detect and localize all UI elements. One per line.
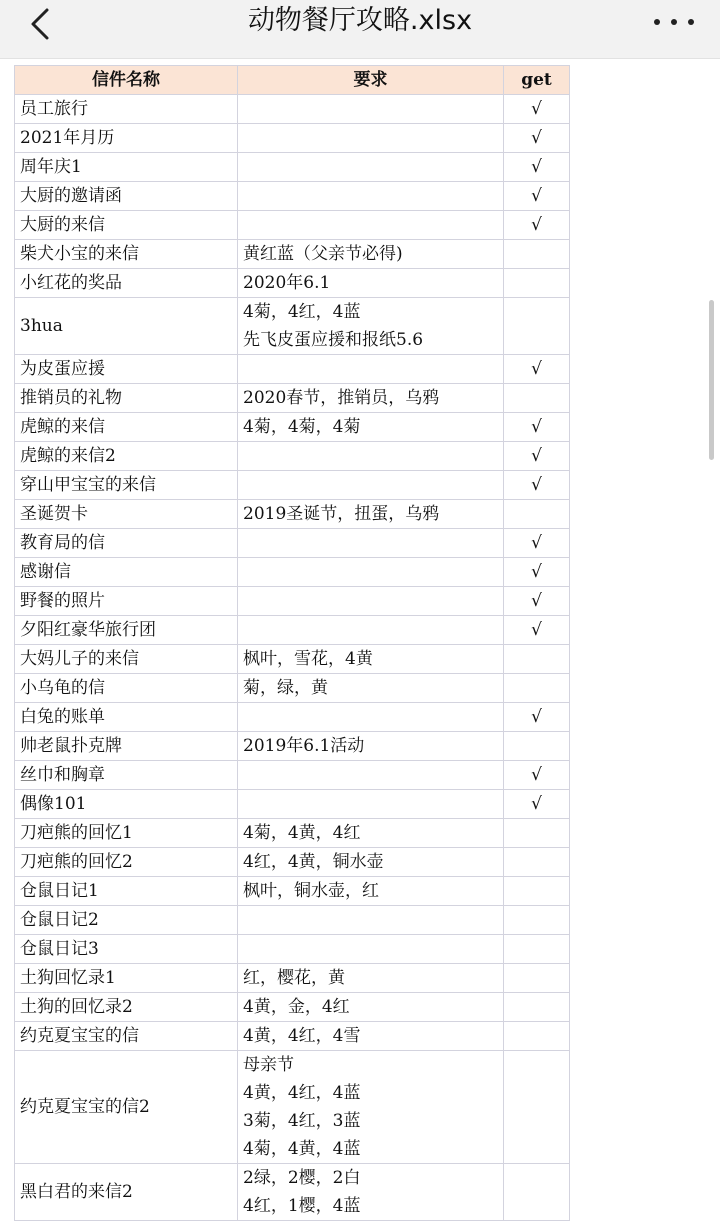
cell-get-check[interactable]: √ bbox=[504, 355, 570, 384]
top-bar bbox=[0, 0, 720, 59]
table-row bbox=[15, 732, 570, 761]
cell-requirement[interactable] bbox=[238, 906, 504, 935]
table-row bbox=[15, 471, 570, 500]
cell-get-check[interactable] bbox=[504, 819, 570, 848]
cell-requirement[interactable] bbox=[238, 848, 504, 877]
cell-get-check[interactable]: √ bbox=[504, 413, 570, 442]
cell-get-check[interactable] bbox=[504, 993, 570, 1022]
cell-letter-name[interactable]: 黑白君的来信2 bbox=[15, 1164, 238, 1221]
cell-letter-name[interactable]: 仓鼠日记2 bbox=[15, 906, 238, 935]
table-row bbox=[15, 1022, 570, 1051]
column-header-get[interactable]: get bbox=[504, 66, 570, 95]
cell-requirement[interactable] bbox=[238, 935, 504, 964]
table-row bbox=[15, 529, 570, 558]
cell-get-check[interactable] bbox=[504, 1164, 570, 1221]
requirement-line: 菊，绿，黄 bbox=[243, 678, 328, 698]
cell-requirement[interactable] bbox=[238, 558, 504, 587]
requirement-line: 4菊，4黄，4红 bbox=[243, 823, 361, 843]
table-row bbox=[15, 442, 570, 471]
cell-get-check[interactable]: √ bbox=[504, 182, 570, 211]
cell-requirement[interactable] bbox=[238, 587, 504, 616]
cell-letter-name[interactable]: 小乌龟的信 bbox=[15, 674, 238, 703]
cell-requirement[interactable] bbox=[238, 703, 504, 732]
cell-get-check[interactable]: √ bbox=[504, 442, 570, 471]
cell-get-check[interactable] bbox=[504, 1022, 570, 1051]
cell-requirement[interactable] bbox=[238, 413, 504, 442]
requirement-line: 4黄，金，4红 bbox=[243, 997, 350, 1017]
cell-requirement[interactable] bbox=[238, 964, 504, 993]
cell-get-check[interactable] bbox=[504, 500, 570, 529]
table-row bbox=[15, 935, 570, 964]
cell-requirement[interactable] bbox=[238, 616, 504, 645]
header-row bbox=[15, 66, 570, 95]
requirement-line: 2020春节，推销员，乌鸦 bbox=[243, 388, 440, 408]
cell-letter-name[interactable]: 2021年月历 bbox=[15, 124, 238, 153]
table-row bbox=[15, 182, 570, 211]
column-header-requirement[interactable]: 要求 bbox=[238, 66, 504, 95]
cell-get-check[interactable] bbox=[504, 645, 570, 674]
cell-get-check[interactable]: √ bbox=[504, 761, 570, 790]
table-row bbox=[15, 558, 570, 587]
table-row bbox=[15, 355, 570, 384]
cell-letter-name[interactable]: 圣诞贺卡 bbox=[15, 500, 238, 529]
requirement-line: 4红，1樱，4蓝 bbox=[243, 1196, 361, 1216]
cell-letter-name[interactable]: 夕阳红豪华旅行团 bbox=[15, 616, 238, 645]
cell-letter-name[interactable]: 教育局的信 bbox=[15, 529, 238, 558]
table-row bbox=[15, 790, 570, 819]
requirement-line: 先飞皮蛋应援和报纸5.6 bbox=[243, 330, 424, 350]
cell-requirement[interactable] bbox=[238, 442, 504, 471]
requirement-line: 黄红蓝（父亲节必得) bbox=[243, 244, 403, 264]
table-row bbox=[15, 298, 570, 355]
cell-get-check[interactable] bbox=[504, 906, 570, 935]
cell-letter-name[interactable]: 周年庆1 bbox=[15, 153, 238, 182]
table-body bbox=[15, 95, 570, 1221]
table-row bbox=[15, 645, 570, 674]
cell-get-check[interactable] bbox=[504, 877, 570, 906]
table-row bbox=[15, 587, 570, 616]
requirement-line: 红，樱花，黄 bbox=[243, 968, 345, 988]
cell-get-check[interactable]: √ bbox=[504, 95, 570, 124]
cell-letter-name[interactable]: 虎鲸的来信 bbox=[15, 413, 238, 442]
cell-get-check[interactable]: √ bbox=[504, 471, 570, 500]
requirement-line: 2020年6.1 bbox=[243, 273, 331, 293]
cell-requirement[interactable] bbox=[238, 674, 504, 703]
scrollbar-thumb[interactable] bbox=[709, 300, 714, 460]
requirement-line: 4菊，4红，4蓝 bbox=[243, 302, 361, 322]
cell-get-check[interactable] bbox=[504, 384, 570, 413]
cell-letter-name[interactable]: 仓鼠日记1 bbox=[15, 877, 238, 906]
cell-get-check[interactable] bbox=[504, 964, 570, 993]
cell-requirement[interactable] bbox=[238, 819, 504, 848]
requirement-line: 4菊，4黄，4蓝 bbox=[243, 1139, 361, 1159]
requirement-line: 2019圣诞节，扭蛋，乌鸦 bbox=[243, 504, 440, 524]
cell-get-check[interactable] bbox=[504, 935, 570, 964]
more-dot-icon bbox=[654, 19, 660, 25]
cell-get-check[interactable]: √ bbox=[504, 587, 570, 616]
requirement-line: 2019年6.1活动 bbox=[243, 736, 365, 756]
cell-letter-name[interactable]: 虎鲸的来信2 bbox=[15, 442, 238, 471]
requirement-line: 2绿，2樱，2白 bbox=[243, 1168, 361, 1188]
cell-get-check[interactable] bbox=[504, 1051, 570, 1164]
cell-letter-name[interactable]: 大厨的来信 bbox=[15, 211, 238, 240]
table-row bbox=[15, 848, 570, 877]
cell-letter-name[interactable]: 小红花的奖品 bbox=[15, 269, 238, 298]
cell-requirement[interactable] bbox=[238, 993, 504, 1022]
table-row bbox=[15, 240, 570, 269]
requirement-line: 枫叶，铜水壶，红 bbox=[243, 881, 379, 901]
table-row bbox=[15, 211, 570, 240]
table-row bbox=[15, 964, 570, 993]
table-row bbox=[15, 1164, 570, 1221]
cell-requirement[interactable] bbox=[238, 471, 504, 500]
cell-letter-name[interactable]: 大厨的邀请函 bbox=[15, 182, 238, 211]
cell-get-check[interactable]: √ bbox=[504, 211, 570, 240]
requirement-line: 3菊，4红，3蓝 bbox=[243, 1111, 361, 1131]
spreadsheet-table bbox=[14, 65, 570, 1221]
cell-letter-name[interactable]: 员工旅行 bbox=[15, 95, 238, 124]
cell-get-check[interactable] bbox=[504, 732, 570, 761]
cell-letter-name[interactable]: 大妈儿子的来信 bbox=[15, 645, 238, 674]
cell-requirement[interactable] bbox=[238, 732, 504, 761]
cell-letter-name[interactable]: 土狗回忆录1 bbox=[15, 964, 238, 993]
requirement-line: 4黄，4红，4雪 bbox=[243, 1026, 361, 1046]
table-row bbox=[15, 413, 570, 442]
cell-letter-name[interactable]: 白兔的账单 bbox=[15, 703, 238, 732]
cell-requirement[interactable] bbox=[238, 240, 504, 269]
table-row bbox=[15, 906, 570, 935]
cell-get-check[interactable]: √ bbox=[504, 790, 570, 819]
cell-letter-name[interactable]: 土狗的回忆录2 bbox=[15, 993, 238, 1022]
cell-get-check[interactable] bbox=[504, 848, 570, 877]
cell-letter-name[interactable]: 为皮蛋应援 bbox=[15, 355, 238, 384]
cell-requirement[interactable] bbox=[238, 500, 504, 529]
cell-letter-name[interactable]: 帅老鼠扑克牌 bbox=[15, 732, 238, 761]
more-options-button[interactable] bbox=[654, 14, 694, 30]
cell-letter-name[interactable]: 野餐的照片 bbox=[15, 587, 238, 616]
cell-get-check[interactable] bbox=[504, 674, 570, 703]
cell-letter-name[interactable]: 穿山甲宝宝的来信 bbox=[15, 471, 238, 500]
table-row bbox=[15, 500, 570, 529]
cell-letter-name[interactable]: 仓鼠日记3 bbox=[15, 935, 238, 964]
cell-requirement[interactable] bbox=[238, 1022, 504, 1051]
cell-requirement[interactable] bbox=[238, 182, 504, 211]
cell-requirement[interactable] bbox=[238, 529, 504, 558]
cell-letter-name[interactable]: 3hua bbox=[15, 298, 238, 355]
cell-requirement[interactable] bbox=[238, 355, 504, 384]
cell-requirement[interactable] bbox=[238, 124, 504, 153]
requirement-line: 4黄，4红，4蓝 bbox=[243, 1083, 361, 1103]
cell-requirement[interactable] bbox=[238, 761, 504, 790]
table-row bbox=[15, 761, 570, 790]
cell-letter-name[interactable]: 刀疤熊的回忆2 bbox=[15, 848, 238, 877]
table-row bbox=[15, 124, 570, 153]
table-row bbox=[15, 95, 570, 124]
cell-get-check[interactable] bbox=[504, 269, 570, 298]
cell-requirement[interactable] bbox=[238, 95, 504, 124]
requirement-line: 母亲节 bbox=[243, 1055, 294, 1075]
cell-requirement[interactable] bbox=[238, 211, 504, 240]
cell-get-check[interactable] bbox=[504, 298, 570, 355]
column-header-name[interactable]: 信件名称 bbox=[15, 66, 238, 95]
table-row bbox=[15, 384, 570, 413]
table-row bbox=[15, 616, 570, 645]
cell-letter-name[interactable]: 感谢信 bbox=[15, 558, 238, 587]
table-row bbox=[15, 877, 570, 906]
cell-requirement[interactable] bbox=[238, 298, 504, 355]
requirement-line: 4菊，4菊，4菊 bbox=[243, 417, 361, 437]
cell-letter-name[interactable]: 丝巾和胸章 bbox=[15, 761, 238, 790]
cell-letter-name[interactable]: 偶像101 bbox=[15, 790, 238, 819]
table-row bbox=[15, 674, 570, 703]
table-row bbox=[15, 993, 570, 1022]
cell-get-check[interactable]: √ bbox=[504, 703, 570, 732]
cell-get-check[interactable]: √ bbox=[504, 616, 570, 645]
file-title: 动物餐厅攻略.xlsx bbox=[247, 5, 473, 36]
table-row bbox=[15, 269, 570, 298]
cell-get-check[interactable]: √ bbox=[504, 153, 570, 182]
cell-requirement[interactable] bbox=[238, 153, 504, 182]
cell-get-check[interactable] bbox=[504, 240, 570, 269]
cell-requirement[interactable] bbox=[238, 790, 504, 819]
more-dot-icon bbox=[671, 19, 677, 25]
cell-get-check[interactable]: √ bbox=[504, 124, 570, 153]
cell-requirement[interactable] bbox=[238, 269, 504, 298]
cell-letter-name[interactable]: 约克夏宝宝的信 bbox=[15, 1022, 238, 1051]
requirement-line: 4红，4黄，铜水壶 bbox=[243, 852, 384, 872]
cell-letter-name[interactable]: 刀疤熊的回忆1 bbox=[15, 819, 238, 848]
more-dot-icon bbox=[688, 19, 694, 25]
requirement-line: 枫叶，雪花，4黄 bbox=[243, 649, 373, 669]
cell-letter-name[interactable]: 推销员的礼物 bbox=[15, 384, 238, 413]
table-row bbox=[15, 153, 570, 182]
cell-requirement[interactable] bbox=[238, 645, 504, 674]
table-row bbox=[15, 819, 570, 848]
cell-requirement[interactable] bbox=[238, 384, 504, 413]
cell-get-check[interactable]: √ bbox=[504, 558, 570, 587]
cell-get-check[interactable]: √ bbox=[504, 529, 570, 558]
table-row bbox=[15, 1051, 570, 1164]
cell-requirement[interactable] bbox=[238, 1051, 504, 1164]
cell-requirement[interactable] bbox=[238, 877, 504, 906]
table-row bbox=[15, 703, 570, 732]
cell-requirement[interactable] bbox=[238, 1164, 504, 1221]
cell-letter-name[interactable]: 约克夏宝宝的信2 bbox=[15, 1051, 238, 1164]
cell-letter-name[interactable]: 柴犬小宝的来信 bbox=[15, 240, 238, 269]
